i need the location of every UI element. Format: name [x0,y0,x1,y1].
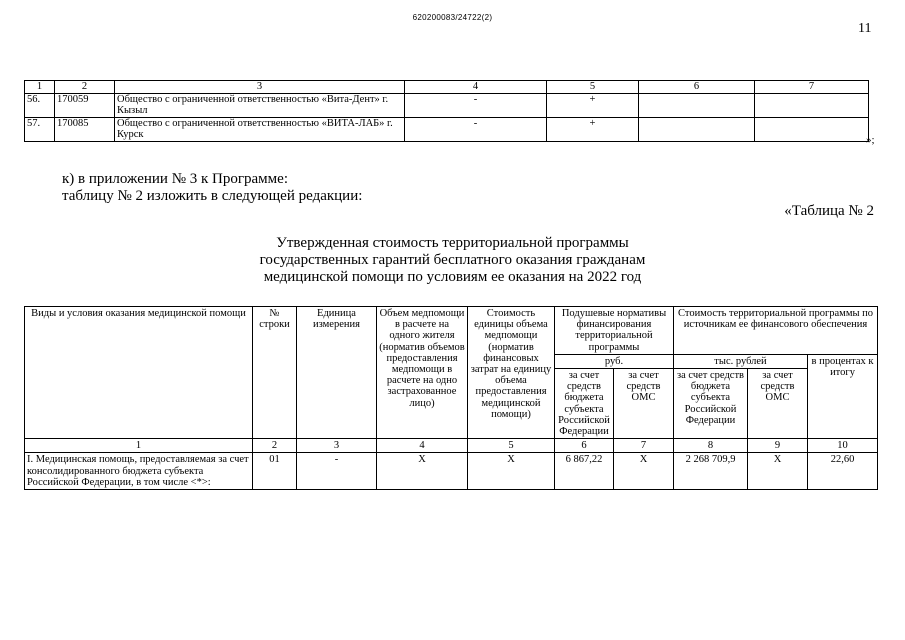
col-num: 6 [555,439,614,453]
paragraph-instruction: таблицу № 2 изложить в следующей редакции: [62,188,363,204]
page-number: 11 [858,21,872,36]
col-num: 9 [748,439,808,453]
top-col-num: 6 [639,81,755,94]
document-id: 620200083/24722(2) [412,13,493,22]
col-num: 3 [297,439,377,453]
cell-col5: + [547,93,639,117]
cell-col4: - [405,117,547,141]
title-line: государственных гарантий бесплатного оказания гражданам [259,252,646,268]
col-num: 5 [468,439,555,453]
table-row [25,93,869,117]
header-unit-rub: руб. [555,354,674,368]
row-code: 170059 [55,93,115,117]
header-percap-budget: за счет средств бюджета субъекта Российской Федерации [555,369,614,439]
care-type-name: I. Медицинская помощь, предоставляемая за счет консолидированного бюджета субъекта Российской Федерации, в том числе <*>: [25,453,253,490]
unit-cost-cell: X [468,453,555,490]
top-col-num: 5 [547,81,639,94]
organization-name: Общество с ограниченной ответственностью «Вита-Дент» г. Кызыл [115,93,405,117]
header-unit-cost: Стоимость единицы объема медпомощи (норматив финансовых затрат на единицу объема предоставления медицинской помощи) [468,307,555,439]
top-col-num: 7 [755,81,869,94]
title-line: медицинской помощи по условиям ее оказания на 2022 год [263,269,642,285]
unit-cell: - [297,453,377,490]
cell-col5: + [547,117,639,141]
paragraph-amendment: к) в приложении № 3 к Программе: [62,171,288,187]
cost-table [24,306,878,490]
header-per-capita: Подушевые нормативы финансирования территориальной программы [555,307,674,355]
header-volume: Объем медпомощи в расчете на одного жителя (норматив объемов предоставления медпомощи в расчете на одно застрахованное лицо) [377,307,468,439]
row-code: 170085 [55,117,115,141]
col-num: 8 [674,439,748,453]
row-number: 57. [25,117,55,141]
header-row [25,307,878,355]
row-number: 56. [25,93,55,117]
top-table [24,80,869,142]
percap-budget-cell: 6 867,22 [555,453,614,490]
total-oms-cell: X [748,453,808,490]
col-num: 7 [614,439,674,453]
closing-quote: »; [866,134,875,146]
header-total-oms: за счет средств ОМС [748,369,808,439]
col-num: 1 [25,439,253,453]
table-title [0,235,905,286]
volume-cell: X [377,453,468,490]
table-label: «Таблица № 2 [784,203,874,219]
cell-col6 [639,117,755,141]
cell-col6 [639,93,755,117]
col-num: 4 [377,439,468,453]
title-line: Утвержденная стоимость территориальной программы [276,235,629,251]
top-col-num: 4 [405,81,547,94]
table-row [25,453,878,490]
top-col-num: 2 [55,81,115,94]
top-table-number-row [25,81,869,94]
header-care-type: Виды и условия оказания медицинской помощи [25,307,253,439]
organization-name: Общество с ограниченной ответственностью «ВИТА-ЛАБ» г. Курск [115,117,405,141]
cell-col7 [755,93,869,117]
percent-cell: 22,60 [808,453,878,490]
row-number-cell: 01 [253,453,297,490]
column-number-row [25,439,878,453]
header-percap-oms: за счет средств ОМС [614,369,674,439]
percap-oms-cell: X [614,453,674,490]
header-program-cost: Стоимость территориальной программы по источникам ее финансового обеспечения [674,307,878,355]
header-unit-thousand-rub: тыс. рублей [674,354,808,368]
top-col-num: 3 [115,81,405,94]
cell-col7 [755,117,869,141]
total-budget-cell: 2 268 709,9 [674,453,748,490]
col-num: 2 [253,439,297,453]
header-unit: Единица измерения [297,307,377,439]
cell-col4: - [405,93,547,117]
col-num: 10 [808,439,878,453]
table-row [25,117,869,141]
top-col-num: 1 [25,81,55,94]
header-row-number: № строки [253,307,297,439]
header-percent: в процентах к итогу [808,354,878,438]
header-total-budget: за счет средств бюджета субъекта Российской Федерации [674,369,748,439]
